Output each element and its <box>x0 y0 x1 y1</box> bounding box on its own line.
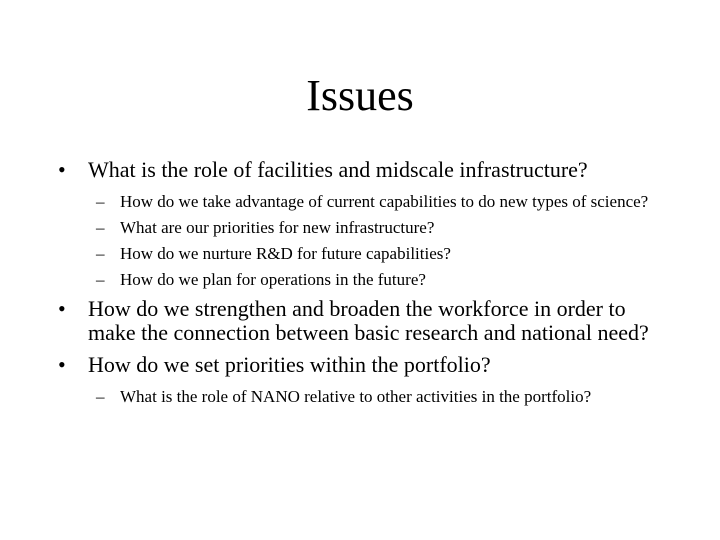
bullet-text: What is the role of facilities and midscale infrastructure? <box>88 157 588 182</box>
dash-marker: – <box>96 244 105 263</box>
sub-bullet-item <box>58 192 658 212</box>
sub-bullet-text: What are our priorities for new infrastructure? <box>120 218 435 237</box>
sub-bullet-text: What is the role of NANO relative to other activities in the portfolio? <box>120 387 592 406</box>
dash-marker: – <box>96 387 105 406</box>
bullet-marker: • <box>58 352 66 377</box>
bullet-item <box>58 158 658 182</box>
dash-marker: – <box>96 270 105 289</box>
dash-marker: – <box>96 192 105 211</box>
slide-title: Issues <box>306 71 414 120</box>
sub-bullet-text: How do we nurture R&D for future capabilities? <box>120 244 451 263</box>
bullet-marker: • <box>58 157 66 182</box>
bullet-text: How do we strengthen and broaden the workforce in order to make the connection between basic research and national need? <box>88 296 649 345</box>
slide-content <box>58 158 658 407</box>
sub-bullet-item <box>58 387 658 407</box>
sub-bullet-item <box>58 218 658 238</box>
bullet-item <box>58 297 658 345</box>
dash-marker: – <box>96 218 105 237</box>
bullet-marker: • <box>58 296 66 321</box>
bullet-text: How do we set priorities within the portfolio? <box>88 352 491 377</box>
bullet-item <box>58 353 658 377</box>
sub-bullet-text: How do we take advantage of current capabilities to do new types of science? <box>120 192 649 211</box>
sub-bullet-item <box>58 270 658 290</box>
sub-bullet-text: How do we plan for operations in the future? <box>120 270 426 289</box>
sub-bullet-item <box>58 244 658 264</box>
